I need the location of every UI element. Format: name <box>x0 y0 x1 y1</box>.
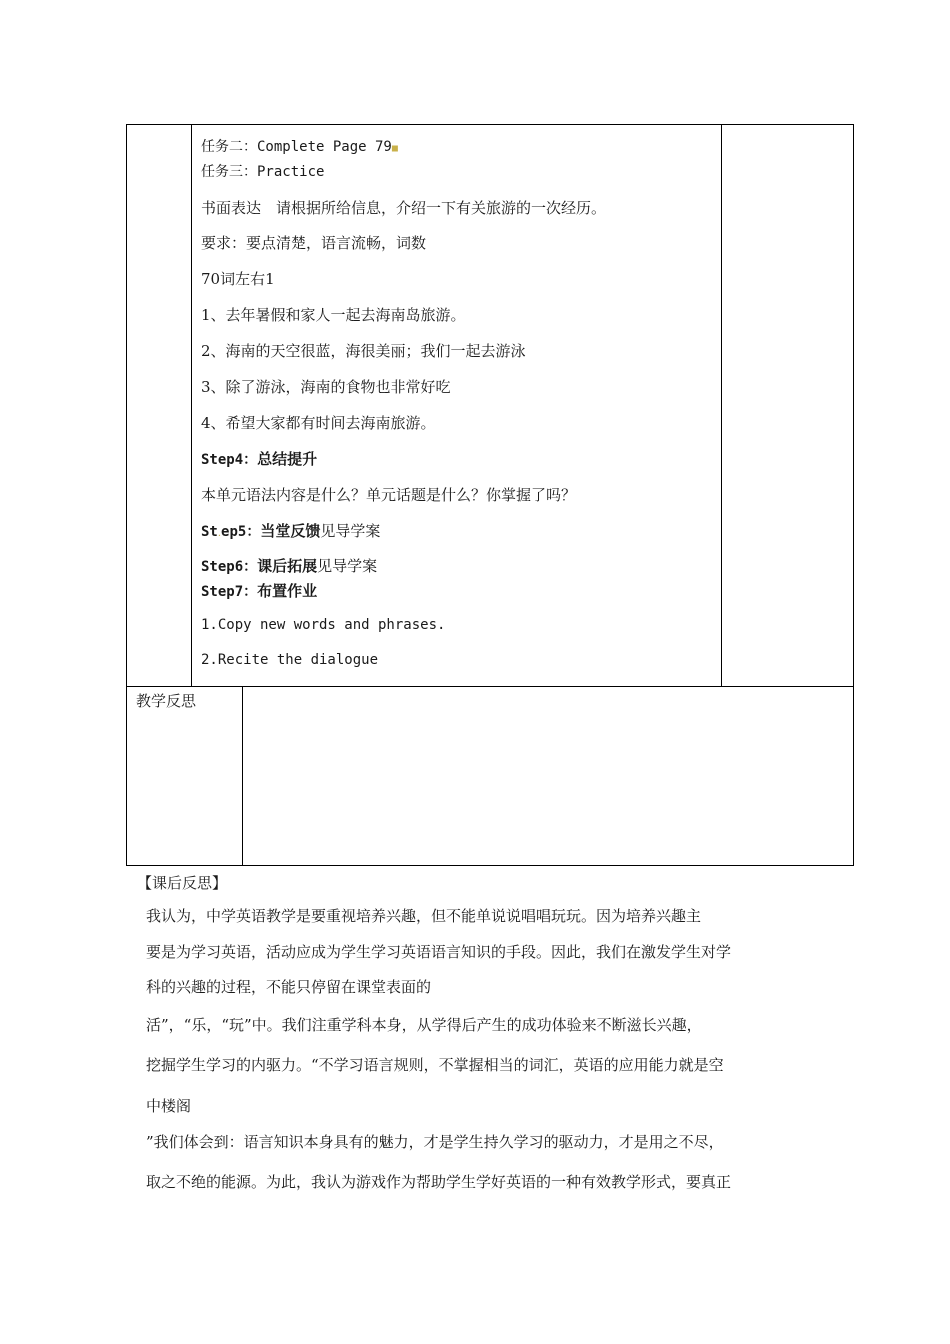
step6-note: 见导学案 <box>317 557 378 575</box>
task3-line: 任务三：Practice <box>201 164 325 180</box>
step4-prefix: Step4： <box>201 452 258 468</box>
point-2: 2、海南的天空很蓝，海很美丽；我们一起去游泳 <box>201 342 526 360</box>
after-line-2: 要是为学习英语，活动应成为学生学习英语语言知识的手段。因此，我们在激发学生对学 <box>146 943 732 961</box>
task2-line: 任务二：Complete Page 79■ <box>201 139 398 155</box>
after-line-4: 活”，“乐，“玩”中。我们注重学科本身，从学得后产生的成功体验来不断滋长兴趣， <box>146 1016 702 1034</box>
step5-heading: St.ep5：当堂反馈见导学案 <box>201 522 381 540</box>
step6-prefix: Step6： <box>201 559 258 575</box>
after-line-5: 挖掘学生学习的内驱力。“不学习语言规则，不掌握相当的词汇，英语的应用能力就是空 <box>146 1056 724 1074</box>
step6-title: 课后拓展 <box>257 557 318 575</box>
table-border-bottom <box>126 865 854 866</box>
step5-prefix-a: St <box>201 524 218 540</box>
step4-question: 本单元语法内容是什么？单元话题是什么？你掌握了吗？ <box>201 486 577 504</box>
after-line-6: 中楼阁 <box>146 1097 192 1115</box>
point-1: 1、去年暑假和家人一起去海南岛旅游。 <box>201 306 466 324</box>
table-col-divider-1 <box>191 124 192 686</box>
table-border-top <box>126 124 854 125</box>
table-border-left <box>126 124 127 866</box>
after-line-1: 我认为，中学英语教学是要重视培养兴趣，但不能单说说唱唱玩玩。因为培养兴趣主 <box>146 907 702 925</box>
homework-1: 1.Copy new words and phrases. <box>201 617 446 633</box>
table-border-mid <box>126 686 854 687</box>
word-count: 70词左右1 <box>201 270 275 288</box>
step4-heading <box>201 448 317 469</box>
after-class-heading: 【课后反思】 <box>137 874 228 892</box>
requirement: 要求：要点清楚，语言流畅，词数 <box>201 234 427 252</box>
after-line-7: ”我们体会到：语言知识本身具有的魅力，才是学生持久学习的驱动力，才是用之不尽， <box>146 1133 724 1151</box>
writing-intro: 书面表达 请根据所给信息，介绍一下有关旅游的一次经历。 <box>201 199 607 217</box>
step7-heading <box>201 580 317 601</box>
step7-prefix: Step7： <box>201 584 258 600</box>
after-line-8: 取之不绝的能源。为此，我认为游戏作为帮助学生学好英语的一种有效教学形式，要真正 <box>146 1173 732 1191</box>
step5-title: 当堂反馈 <box>260 522 321 540</box>
table-border-right <box>853 124 854 866</box>
point-3: 3、除了游泳，海南的食物也非常好吃 <box>201 378 451 396</box>
reflection-label: 教学反思 <box>136 692 197 710</box>
step4-title: 总结提升 <box>257 450 318 468</box>
homework-2: 2.Recite the dialogue <box>201 652 379 668</box>
point-4: 4、希望大家都有时间去海南旅游。 <box>201 414 436 432</box>
step7-title: 布置作业 <box>257 582 318 600</box>
table-col-divider-2 <box>721 124 722 686</box>
step6-heading <box>201 555 377 576</box>
step5-note: 见导学案 <box>320 522 381 540</box>
after-line-3: 科的兴趣的过程，不能只停留在课堂表面的 <box>146 978 432 996</box>
step5-prefix-b: ep5： <box>221 524 261 540</box>
task2-text: 任务二：Complete Page 79 <box>201 139 392 155</box>
table-col-divider-3 <box>242 686 243 866</box>
